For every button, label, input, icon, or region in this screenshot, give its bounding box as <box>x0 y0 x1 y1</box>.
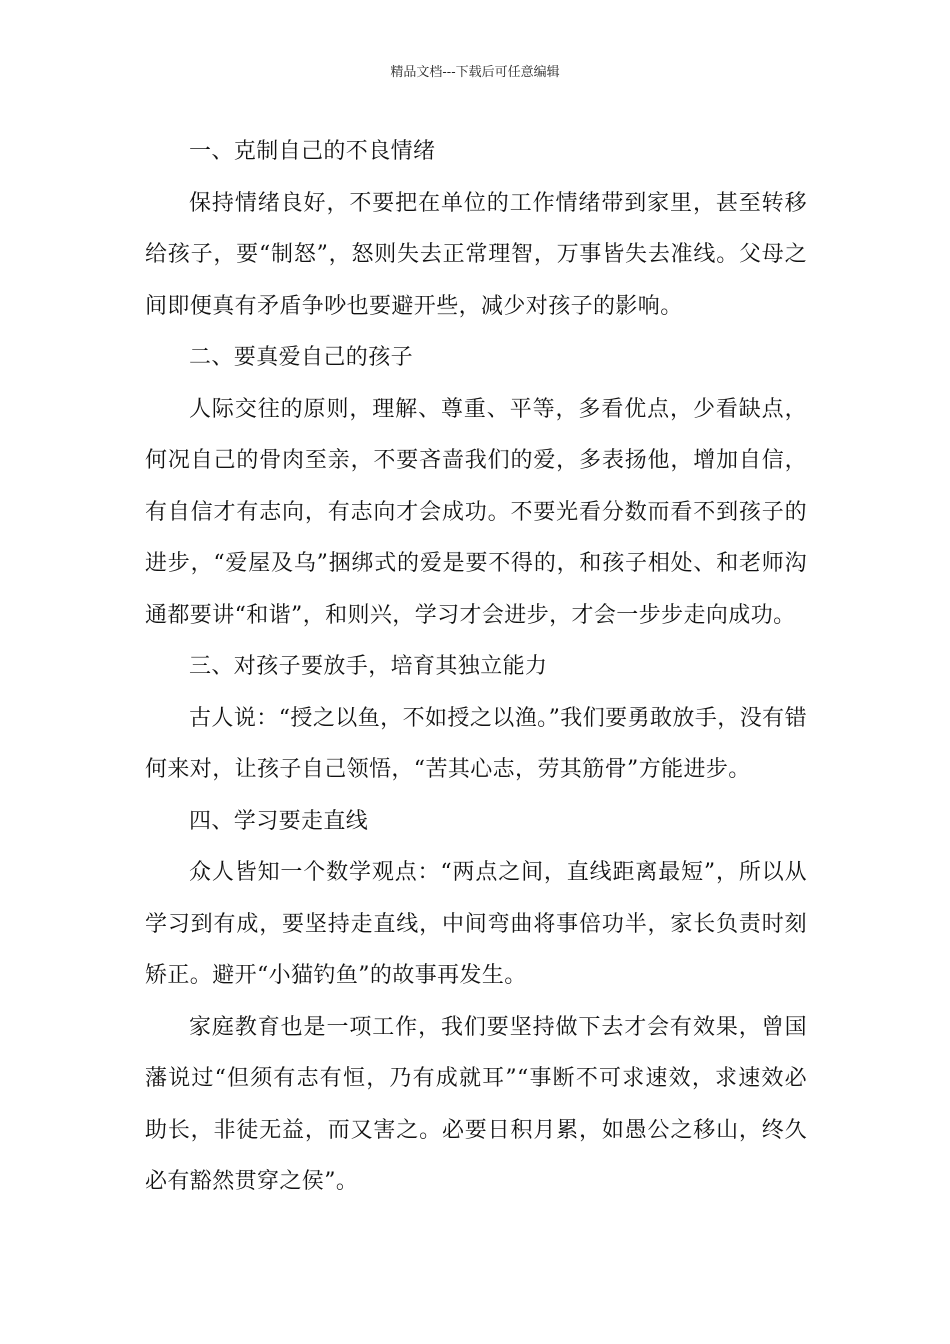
section-heading-4: 四、学习要走直线 <box>189 808 369 834</box>
paragraph-4: 众人皆知一个数学观点：“两点之间，直线距离最短”，所以从学习到有成，要坚持走直线，中间弯曲将事倍功半，家长负责时刻矫正。避开“小猫钓鱼”的故事再发生。 <box>145 860 807 988</box>
document-body <box>145 126 807 1208</box>
section-heading-2: 二、要真爱自己的孩子 <box>189 345 414 370</box>
paragraph-5: 家庭教育也是一项工作，我们要坚持做下去才会有效果，曾国藩说过“但须有志有恒，乃有成就耳”“事断不可求速效，求速效必助长，非徒无益，而又害之。必要日积月累，如愚公之移山，终久必有豁然贯穿之侯”。 <box>145 1014 807 1194</box>
paragraph-3: 古人说：“授之以鱼，不如授之以渔。”我们要勇敢放手，没有错何来对，让孩子自己领悟，“苦其心志，劳其筋骨”方能进步。 <box>145 705 807 782</box>
paragraph-2: 人际交往的原则，理解、尊重、平等，多看优点，少看缺点，何况自己的骨肉至亲，不要吝啬我们的爱，多表扬他，增加自信，有自信才有志向，有志向才会成功。不要光看分数而看不到孩子的进步，“爱屋及乌”捆绑式的爱是要不得的，和孩子相处、和老师沟通都要讲“和谐”，和则兴，学习才会进步，才会一步步走向成功。 <box>145 396 807 628</box>
section-heading-3: 三、对孩子要放手，培育其独立能力 <box>189 654 548 679</box>
page-header: 精品文档---下载后可任意编辑 <box>390 65 560 80</box>
paragraph-1: 保持情绪良好，不要把在单位的工作情绪带到家里，甚至转移给孩子，要“制怒”，怒则失去正常理智，万事皆失去准线。父母之间即便真有矛盾争吵也要避开些，减少对孩子的影响。 <box>145 190 807 319</box>
section-heading-1: 一、克制自己的不良情绪 <box>189 139 436 164</box>
